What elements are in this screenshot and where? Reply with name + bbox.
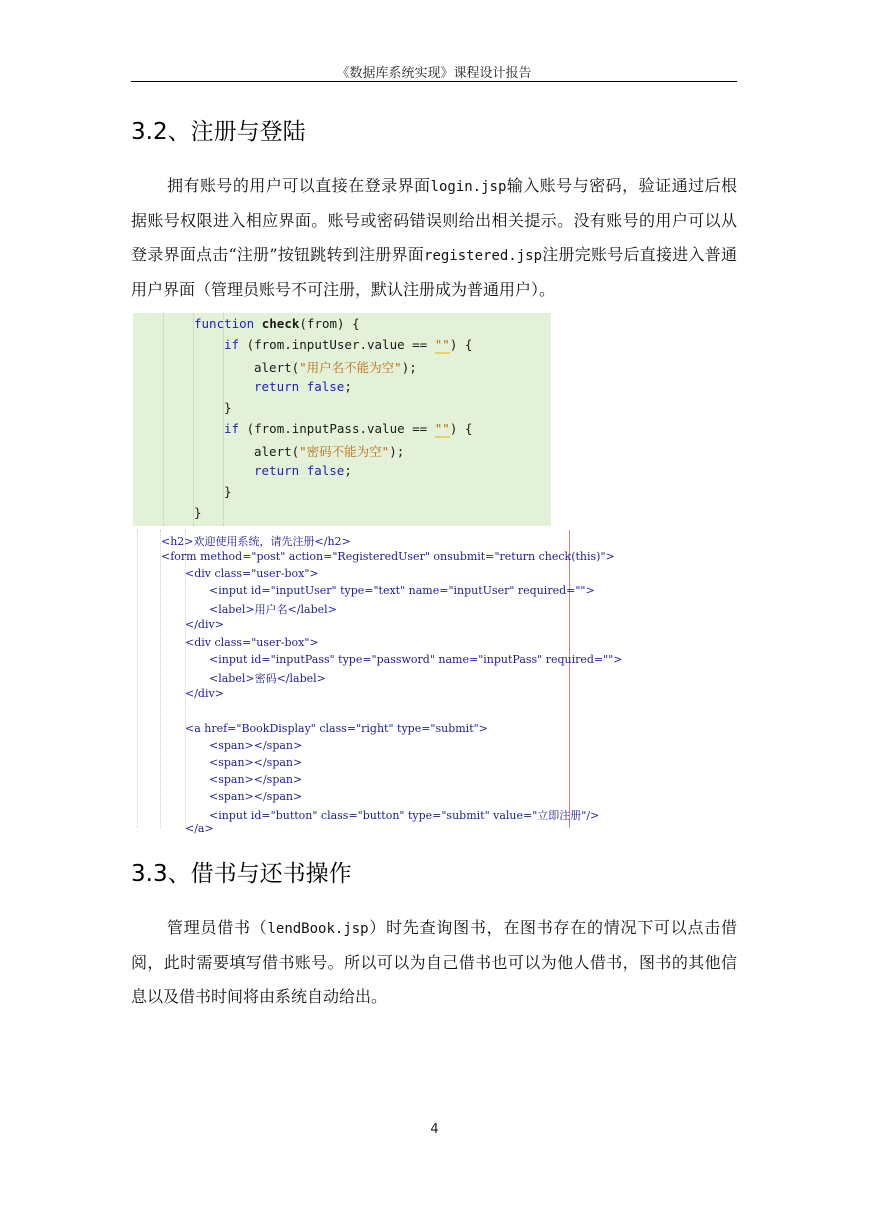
page-header-title: 《数据库系统实现》课程设计报告 xyxy=(336,66,532,81)
paragraph-register-login xyxy=(131,169,737,307)
code-line: <a href="BookDisplay" class="right" type="submit"> xyxy=(185,722,488,735)
file-name-registered: registered.jsp xyxy=(424,248,543,264)
section-heading-3-2: 3.2、注册与登陆 xyxy=(131,119,306,145)
code-line: if (from.inputPass.value == "") { xyxy=(224,421,473,436)
code-line: <span></span> xyxy=(209,773,303,786)
code-line: <h2>欢迎使用系统，请先注册</h2> xyxy=(161,535,351,548)
indent-guide xyxy=(160,530,161,828)
code-line: } xyxy=(194,505,202,520)
page-number: 4 xyxy=(430,1122,439,1137)
paragraph-lend-return xyxy=(131,911,737,1014)
code-screenshot-html xyxy=(133,530,623,835)
para-text: 输入账号与密码，验证通过后根据账号权限进入相应界面。账号或密码错误则给出相关提示。没有账号的用户可以从登录界面点击“注册”按钮跳转到注册界面 xyxy=(131,176,737,264)
code-line: <input id="inputPass" type="password" name="inputPass" required=""> xyxy=(209,653,623,666)
code-line: return false; xyxy=(254,463,352,478)
code-line: alert("密码不能为空"); xyxy=(254,444,405,459)
section-heading-3-3: 3.3、借书与还书操作 xyxy=(131,861,352,887)
para-text: 注册完账号后直接进入普通用户界面（管理员账号不可注册，默认注册成为普通用户）。 xyxy=(131,245,737,299)
code-line: function check(from) { xyxy=(194,316,360,331)
code-line: if (from.inputUser.value == "") { xyxy=(224,337,473,352)
para-text: ）时先查询图书，在图书存在的情况下可以点击借阅，此时需要填写借书账号。所以可以为自己借书也可以为他人借书，图书的其他信息以及借书时间将由系统自动给出。 xyxy=(131,918,737,1006)
indent-guide xyxy=(137,530,138,828)
header-rule xyxy=(131,81,737,82)
code-line: } xyxy=(224,484,232,499)
para-text: 管理员借书（ xyxy=(167,918,268,937)
file-name-lendbook: lendBook.jsp xyxy=(267,921,369,937)
code-line: </div> xyxy=(185,618,224,631)
indent-guide xyxy=(193,313,194,526)
file-name-login: login.jsp xyxy=(430,179,507,195)
code-line: alert("用户名不能为空"); xyxy=(254,360,417,375)
code-line: } xyxy=(224,400,232,415)
code-screenshot-js xyxy=(133,313,551,526)
code-line: <div class="user-box"> xyxy=(185,567,319,580)
code-line: <label>用户名</label> xyxy=(209,603,337,616)
code-line: </div> xyxy=(185,687,224,700)
code-line: <div class="user-box"> xyxy=(185,636,319,649)
code-line: <input id="inputUser" type="text" name="inputUser" required=""> xyxy=(209,584,595,597)
para-text: 拥有账号的用户可以直接在登录界面 xyxy=(167,176,431,195)
indent-guide xyxy=(163,313,164,526)
code-line: </a> xyxy=(185,822,214,835)
code-line: <span></span> xyxy=(209,790,303,803)
code-line: <input id="button" class="button" type="submit" value="立即注册"/> xyxy=(209,809,600,822)
code-line: return false; xyxy=(254,379,352,394)
code-line: <span></span> xyxy=(209,739,303,752)
margin-line xyxy=(569,530,570,828)
code-line: <span></span> xyxy=(209,756,303,769)
code-line: <form method="post" action="RegisteredUser" onsubmit="return check(this)"> xyxy=(161,550,615,563)
code-line: <label>密码</label> xyxy=(209,672,326,685)
